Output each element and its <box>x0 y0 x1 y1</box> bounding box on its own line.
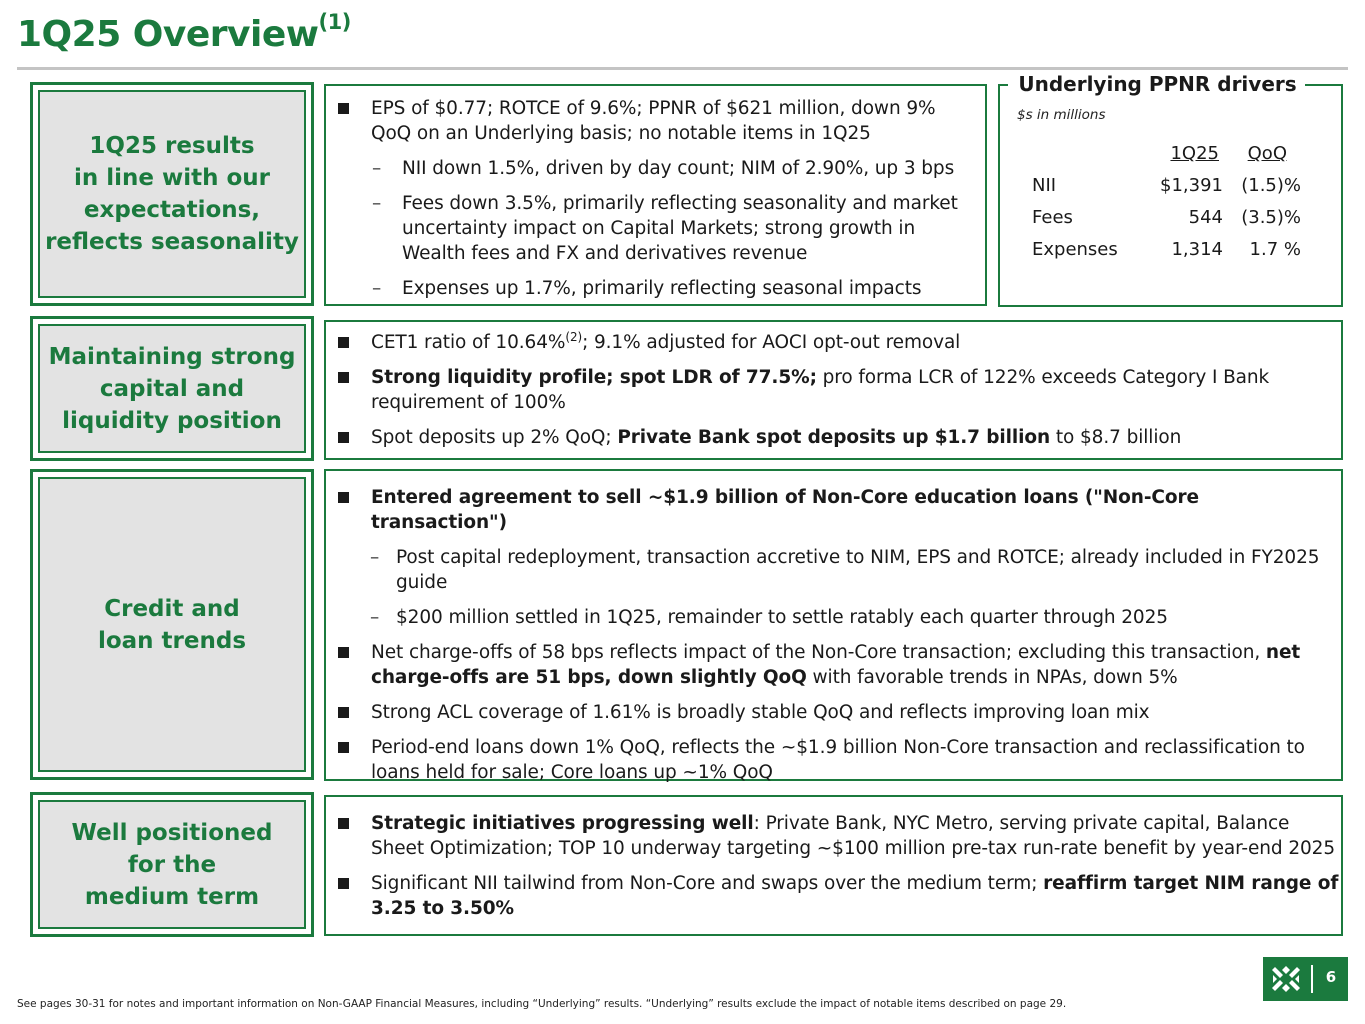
sub-bullet-item: – NII down 1.5%, driven by day count; NIM of 2.90%, up 3 bps <box>372 158 955 179</box>
credit-content-box <box>324 469 1343 781</box>
capital-label: Maintaining strong capital and liquidity position <box>48 343 296 434</box>
bullet-item: Spot deposits up 2% QoQ; Private Bank spot deposits up $1.7 billion to $8.7 billion <box>338 425 1335 450</box>
bullet-item: Period-end loans down 1% QoQ, reflects the ~$1.9 billion Non-Core transaction and reclassification to loans held for sale; Core loans up ~1% QoQ <box>338 735 1335 785</box>
ppnr-table <box>1032 143 1307 271</box>
ppnr-subtitle: $s in millions <box>1017 107 1106 123</box>
badge-divider <box>1311 965 1313 993</box>
bullet-square-icon <box>338 818 349 829</box>
bullet-square-icon <box>338 707 349 718</box>
ppnr-row-fees: Fees 544 (3.5)% <box>1032 207 1301 228</box>
capital-label-box <box>30 316 314 461</box>
ppnr-header-row <box>1032 143 1307 175</box>
ppnr-title: Underlying PPNR drivers <box>1015 72 1300 96</box>
credit-label-box <box>30 469 314 780</box>
bullet-item: Entered agreement to sell ~$1.9 billion of Non-Core education loans ("Non-Core transaction") <box>338 485 1335 535</box>
sub-bullet-item: – Fees down 3.5%, primarily reflecting seasonality and market uncertainty impact on Capital Markets; strong growth in Wealth fees and FX and derivatives revenue <box>372 193 958 264</box>
ppnr-frame-edge <box>1305 84 1343 86</box>
footnote: See pages 30-31 for notes and important information on Non-GAAP Financial Measures, including “Underlying” results. “Underlying” results exclude the impact of notable items described on page 29. <box>17 998 1067 1010</box>
results-content-box <box>324 84 987 306</box>
credit-label: Credit and loan trends <box>97 595 247 654</box>
page-number: 6 <box>1325 968 1337 986</box>
medium-label: Well positioned for the medium term <box>71 819 273 910</box>
title-footnote-ref: (1) <box>318 10 351 34</box>
capital-content-box <box>324 320 1343 460</box>
bullet-item: Strong ACL coverage of 1.61% is broadly stable QoQ and reflects improving loan mix <box>338 700 1335 725</box>
bullet-item: Significant NII tailwind from Non-Core and swaps over the medium term; reaffirm target NIM range of 3.25 to 3.50% <box>338 871 1339 921</box>
ppnr-col-qoq: QoQ <box>1247 143 1287 164</box>
sub-bullet-item: – Expenses up 1.7%, primarily reflecting seasonal impacts <box>372 278 922 299</box>
page-title: 1Q25 Overview$^{(1)}$ <box>17 10 351 55</box>
bullet-square-icon <box>338 878 349 889</box>
ppnr-col-1q25: 1Q25 <box>1170 143 1219 164</box>
medium-content-box <box>324 795 1343 936</box>
bullet-item: Strategic initiatives progressing well: Private Bank, NYC Metro, serving private capital, Balance Sheet Optimization; TOP 10 underway targeting ~$100 million pre-tax run-rate benefit by year-end 2025 <box>338 811 1339 861</box>
bullet-square-icon <box>338 103 349 114</box>
bullet-item: Net charge-offs of 58 bps reflects impact of the Non-Core transaction; excluding this transaction, net charge-offs are 51 bps, down slightly QoQ with favorable trends in NPAs, down 5% <box>338 640 1335 690</box>
bullet-square-icon <box>338 337 349 348</box>
medium-label-box <box>30 792 314 937</box>
results-label-box <box>30 82 314 306</box>
sub-bullet-item: – $200 million settled in 1Q25, remainder to settle ratably each quarter through 2025 <box>370 607 1168 628</box>
bullet-item: Strong liquidity profile; spot LDR of 77.5%; pro forma LCR of 122% exceeds Category I Bank requirement of 100% <box>338 365 1335 415</box>
title-divider <box>17 67 1348 70</box>
brand-badge <box>1263 957 1348 1001</box>
brand-logo-icon <box>1271 965 1301 993</box>
bullet-item: EPS of $0.77; ROTCE of 9.6%; PPNR of $621 million, down 9% QoQ on an Underlying basis; no notable items in 1Q25 <box>338 96 979 146</box>
bullet-square-icon <box>338 492 349 503</box>
bullet-square-icon <box>338 742 349 753</box>
sub-bullet-item: – Post capital redeployment, transaction accretive to NIM, EPS and ROTCE; already included in FY2025 guide <box>370 547 1320 593</box>
bullet-item: CET1 ratio of 10.64%$^{(2)}$; 9.1% adjusted for AOCI opt-out removal <box>338 330 1335 355</box>
bullet-square-icon <box>338 647 349 658</box>
ppnr-frame-edge <box>998 84 1008 86</box>
ppnr-row-expenses: Expenses 1,314 1.7 % <box>1032 239 1301 260</box>
bullet-square-icon <box>338 432 349 443</box>
results-label: 1Q25 results in line with our expectations, reflects seasonality <box>45 133 299 255</box>
ppnr-row-nii: NII $1,391 (1.5)% <box>1032 175 1301 196</box>
bullet-square-icon <box>338 372 349 383</box>
